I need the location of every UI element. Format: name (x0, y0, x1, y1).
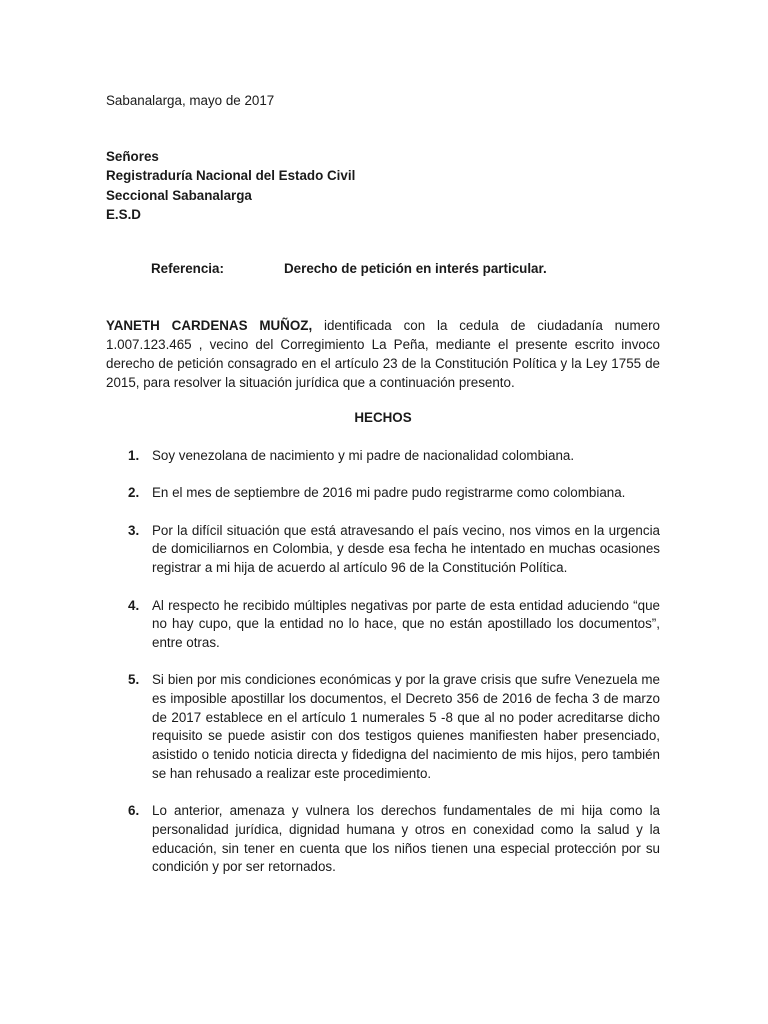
fact-text: Si bien por mis condiciones económicas y por la grave crisis que sufre Venezuela me es imposible apostillar los documentos, el Decreto 356 de 2016 de fecha 3 de marzo de 2017 establece en el artículo 1 numerales 5 -8 que al no poder acreditarse dicho requisito se puede asistir con dos testigos quienes manifiesten haber presenciado, asistido o tenido noticia directa y fidedigna del nacimiento de mis hijos, pero también se han rehusado a realizar este procedimiento. (152, 672, 660, 781)
fact-text: Lo anterior, amenaza y vulnera los derechos fundamentales de mi hija como la personalidad jurídica, dignidad humana y otros en conexidad como la salud y la educación, sin tener en cuenta que los niños tienen una especial protección por su condición y por ser retornados. (152, 803, 660, 875)
fact-item (106, 802, 660, 877)
addressee-block (106, 147, 355, 224)
section-title: HECHOS (354, 410, 412, 425)
fact-item (106, 484, 660, 503)
addressee-line: Señores (106, 149, 159, 164)
fact-text: Al respecto he recibido múltiples negativas por parte de esta entidad aduciendo “que no hay cupo, que la entidad no lo hace, que no están apostillado los documentos”, entre otras. (152, 597, 660, 650)
addressee-line: Seccional Sabanalarga (106, 187, 252, 203)
fact-item (106, 597, 660, 653)
reference-line (151, 260, 671, 278)
addressee-line: Registraduría Nacional del Estado Civil (106, 168, 356, 184)
fact-item (106, 447, 660, 466)
fact-number: 4. (128, 597, 140, 613)
addressee-line: E.S.D (106, 206, 141, 222)
fact-item (106, 522, 660, 578)
reference-label: Referencia: (151, 261, 224, 276)
facts-list (106, 447, 660, 896)
city-date: Sabanalarga, mayo de 2017 (106, 93, 275, 108)
intro-text: identificada con la cedula de ciudadanía numero 1.007.123.465 , vecino del Corregimiento La Peña, mediante el presente escrito invoco derecho de petición consagrado en el artículo 23 de la Constitución Política y la Ley 1755 de 2015, para resolver la situación jurídica que a continuación presento. (106, 318, 660, 390)
fact-number: 1. (128, 448, 140, 463)
reference-value: Derecho de petición en interés particular. (284, 261, 547, 276)
fact-number: 6. (128, 803, 140, 819)
fact-number: 5. (128, 672, 140, 688)
fact-text: En el mes de septiembre de 2016 mi padre pudo registrarme como colombiana. (152, 485, 626, 501)
fact-number: 2. (128, 485, 140, 501)
fact-number: 3. (128, 522, 140, 538)
intro-paragraph (106, 316, 660, 392)
fact-item (106, 671, 660, 783)
fact-text: Por la difícil situación que está atravesando el país vecino, nos vimos en la urgencia de domiciliarnos en Colombia, y desde esa fecha he intentado en muchas ocasiones registrar a mi hija de acuerdo al artículo 96 de la Constitución Política. (152, 522, 660, 576)
fact-text: Soy venezolana de nacimiento y mi padre de nacionalidad colombiana. (152, 448, 575, 463)
petitioner-name: YANETH CARDENAS MUÑOZ, (106, 318, 313, 333)
